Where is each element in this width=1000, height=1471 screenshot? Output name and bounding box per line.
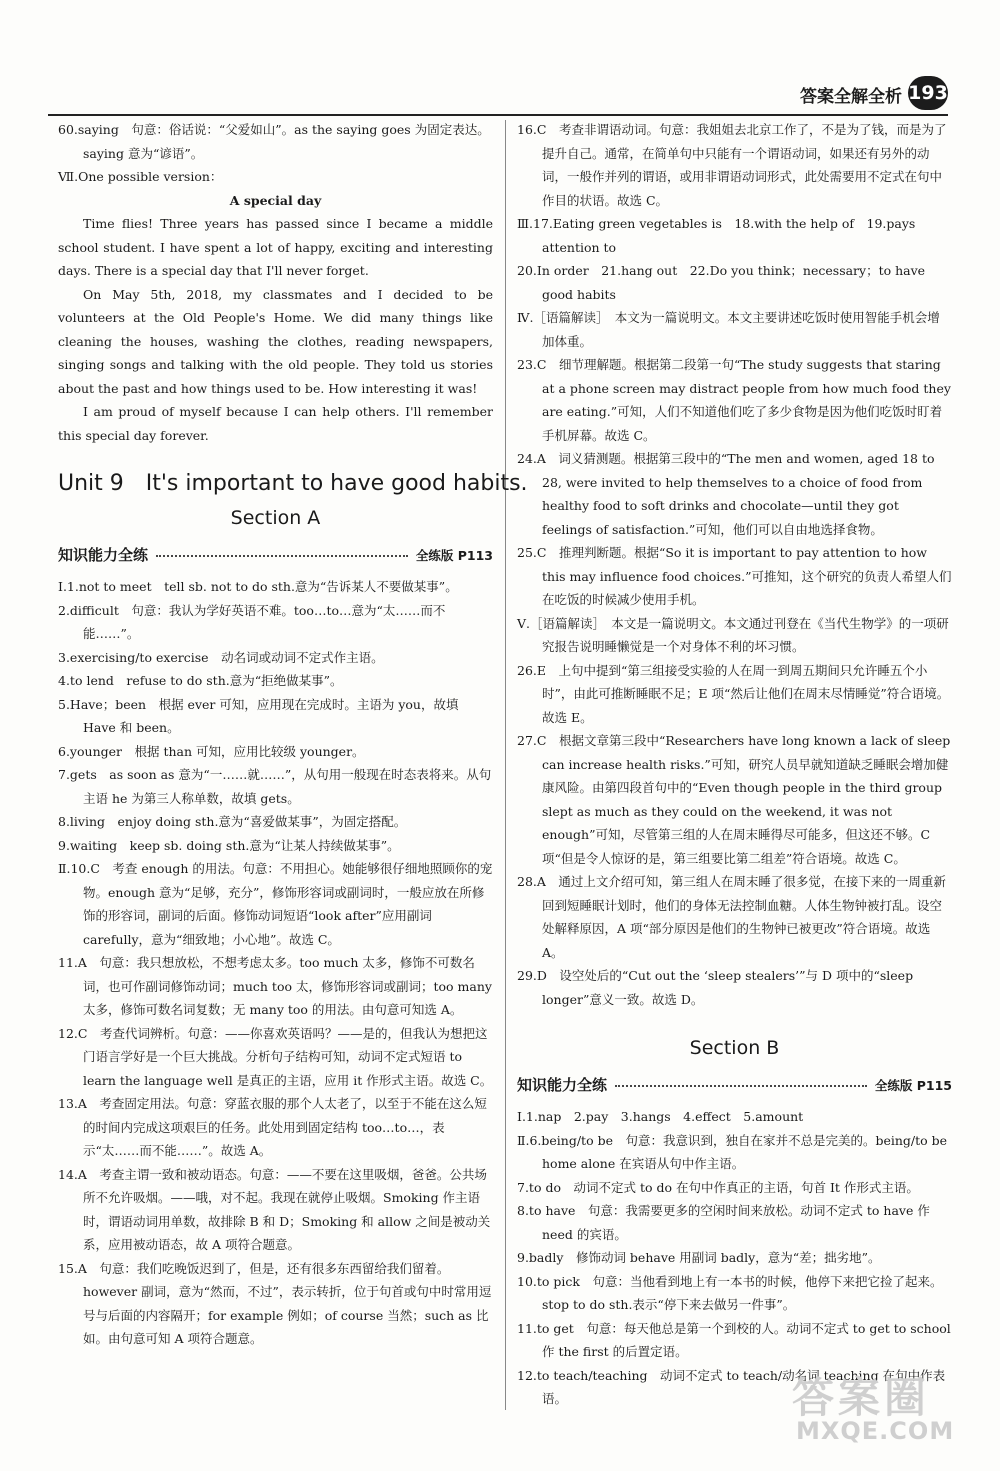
answer-item: Ⅴ.［语篇解读］ 本文是一篇说明文。本文通过刊登在《当代生物学》的一项研究报告说明睡懒觉是一个对身体不利的坏习惯。: [517, 615, 949, 654]
answer-list: [58, 575, 493, 1351]
essay-paragraph: I am proud of myself because I can help others. I'll remember this special day forever.: [58, 404, 493, 443]
header-rule: [48, 114, 948, 116]
answer-item: 24.A 词义猜测题。根据第三段中的“The men and women, aged 18 to 28, were invited to help themselves to a choice of food from healthy food to soft drinks and chocolate—until they got feelings of satisfaction.”可知，他们可以自由地选择食物。: [517, 451, 935, 537]
section-bar-label: 知识能力全练: [517, 1076, 608, 1095]
watermark-text: 答案圈: [792, 1373, 931, 1422]
answer-item: 29.D 设空处后的“Cut out the ‘sleep stealers’”与 D 项中的“sleep longer”意义一致。故选 D。: [517, 968, 914, 1007]
answer-item: 25.C 推理判断题。根据“So it is important to pay attention to how this may influence food choices.”可推知，这个研究的负责人希望人们在吃饭的时候减少使用手机。: [517, 545, 952, 607]
answer-item: 9.badly 修饰动词 behave 用副词 badly，意为“差；拙劣地”。: [517, 1250, 881, 1265]
answer-item: 9.waiting keep sb. doing sth.意为“让某人持续做某事”。: [58, 837, 400, 853]
essay-body: [58, 212, 493, 447]
answer-item: 7.to do 动词不定式 to do 在句中作真正的主语，句首 It 作形式主语。: [517, 1179, 919, 1195]
answer-item: 6.younger 根据 than 可知，应用比较级 younger。: [58, 743, 365, 759]
section-a-title: Section A: [230, 507, 321, 529]
answer-item: 3.exercising/to exercise 动名词或动词不定式作主语。: [58, 649, 384, 665]
dotted-leader: [615, 1085, 867, 1087]
section-bar-label: 知识能力全练: [58, 546, 149, 565]
answer-item: 11.to get 句意：每天他总是第一个到校的人。动词不定式 to get to school 作 the first 的后置定语。: [517, 1320, 951, 1359]
answer-item: Ⅰ.1.nap 2.pay 3.hangs 4.effect 5.amount: [517, 1109, 804, 1124]
answer-item: 11.A 句意：我只想放松，不想考虑太多。too much 太多，修饰不可数名词，也可作副词修饰动词；much too 太，修饰形容词或副词；too many 太多，修饰可数名词复数；无 many too 的用法。由句意可知选 A。: [58, 955, 492, 1017]
page-header: [0, 64, 1000, 124]
essay-paragraph: On May 5th, 2018, my classmates and I decided to be volunteers at the Old People's Home. We did many things like cleaning the houses, washing the clothes, reading newspapers, singing songs and talking with the old people. They told us stories about the past and how things used to be. How interesting it was!: [58, 286, 493, 396]
watermark-logo: [784, 1365, 954, 1453]
answer-item: Ⅱ.6.being/to be 句意：我意识到，独自在家并不总是完美的。being/to be home alone 在宾语从句中作主语。: [517, 1132, 948, 1171]
essay-title: A special day: [229, 192, 322, 208]
answer-list: [517, 118, 952, 1011]
section-bar-page: 全练版 P113: [415, 548, 493, 564]
section-bar: [517, 1071, 952, 1101]
answer-item: 5.Have；been 根据 ever 可知，应用现在完成时。主语为 you，故填 Have 和 been。: [58, 696, 459, 735]
column-divider: [505, 120, 506, 1410]
answer-item: 16.C 考查非谓语动词。句意：我姐姐去北京工作了，不是为了钱，而是为了提升自己。通常，在简单句中只能有一个谓语动词，如果还有另外的动词，一般作并列的谓语，或用非谓语动词形式，此处需要用不定式在句中作目的状语。故选 C。: [517, 122, 947, 208]
left-column: [58, 118, 528, 1351]
header-title: 答案全解全析: [800, 87, 902, 107]
unit-title: Unit 9 It's important to have good habits.: [58, 471, 528, 496]
section-bar: [58, 541, 493, 571]
right-column: [517, 118, 952, 1411]
section-b-title: Section B: [689, 1037, 780, 1059]
answer-item: Ⅰ.1.not to meet tell sb. not to do sth.意为“告诉某人不要做某事”。: [58, 579, 458, 594]
watermark-url: MXQE.COM: [796, 1417, 955, 1445]
section-bar-page: 全练版 P115: [874, 1078, 952, 1094]
answer-item: 20.In order 21.hang out 22.Do you think；necessary；to have good habits: [517, 263, 926, 302]
answer-item: 23.C 细节理解题。根据第二段第一句“The study suggests that staring at a phone screen may distract people from how much food they are eating.”可知，人们不知道他们吃了多少食物是因为他们吃饭时盯着手机屏幕。故选 C。: [517, 357, 951, 443]
page-number: 193: [908, 76, 948, 110]
answer-item: Ⅳ.［语篇解读］ 本文为一篇说明文。本文主要讲述吃饭时使用智能手机会增加体重。: [517, 310, 940, 349]
answer-item: 14.A 考查主谓一致和被动语态。句意：——不要在这里吸烟，爸爸。公共场所不允许吸烟。——哦，对不起。我现在就停止吸烟。Smoking 作主语时，谓语动词用单数，故排除 B 和 D；Smoking 和 allow 之间是被动关系，应用被动语态，故 A 项符合题意。: [58, 1166, 491, 1252]
answer-item: Ⅱ.10.C 考查 enough 的用法。句意：不用担心。她能够很仔细地照顾你的宠物。enough 意为“足够，充分”，修饰形容词或副词时，一般应放在所修饰的形容词，副词的后面。修饰动词短语“look after”应用副词 carefully，意为“细致地；小心地”。故选 C。: [58, 861, 493, 947]
answer-item: 28.A 通过上文介绍可知，第三组人在周末睡了很多觉，在接下来的一周重新回到短睡眠计划时，他们的身体无法控制血糖。人体生物钟被打乱。设空处解释原因，A 项“部分原因是他们的生物钟已被更改”符合语境。故选 A。: [517, 874, 946, 960]
answer-item: 26.E 上句中提到“第三组接受实验的人在周一到周五期间只允许睡五个小时”，由此可推断睡眠不足；E 项“然后让他们在周末尽情睡觉”符合语境。故选 E。: [517, 662, 950, 725]
answer-item: 13.A 考查固定用法。句意：穿蓝衣服的那个人太老了，以至于不能在这么短的时间内完成这项艰巨的任务。此处用到固定结构 too…to…，表示“太……而不能……”。故选 A。: [58, 1096, 487, 1158]
answer-item: 12.C 考查代词辨析。句意：——你喜欢英语吗？——是的，但我认为想把这门语言学好是一个巨大挑战。分析句子结构可知，动词不定式短语 to learn the language well 是真正的主语，应用 it 作形式主语。故选 C。: [58, 1025, 493, 1088]
answer-item: 4.to lend refuse to do sth.意为“拒绝做某事”。: [58, 673, 343, 688]
answer-item: 8.to have 句意：我需要更多的空闲时间来放松。动词不定式 to have 作 need 的宾语。: [517, 1203, 930, 1242]
answer-item: 7.gets as soon as 意为“一……就……”，从句用一般现在时态表将来。从句主语 he 为第三人称单数，故填 gets。: [58, 767, 492, 806]
answer-item: 12.to teach/teaching 动词不定式 to teach/动名词 teaching 在句中作表语。: [517, 1367, 946, 1406]
answer-item: 27.C 根据文章第三段中“Researchers have long known a lack of sleep can increase health risks.”可知，研究人员早就知道缺乏睡眠会增加健康风险。由第四段首句中的“Even though people in the third group slept as much as they could on the weekend, it was not enough”可知，尽管第三组的人在周末睡得尽可能多，但这还不够。C 项“但是令人惊讶的是，第三组要比第二组差”符合语境。故选 C。: [517, 733, 951, 866]
answer-item: Ⅶ.One possible version：: [58, 169, 223, 184]
essay-paragraph: Time flies! Three years has passed since I became a middle school student. I have spent a lot of happy, exciting and interesting days. There is a special day that I'll never forget.: [58, 216, 493, 278]
answer-item: 2.difficult 句意：我认为学好英语不难。too…to…意为“太……而不能……”。: [58, 602, 446, 641]
answer-item: 8.living enjoy doing sth.意为“喜爱做某事”，为固定搭配。: [58, 814, 407, 829]
answer-item: 60.saying 句意：俗话说：“父爱如山”。as the saying goes 为固定表达。saying 意为“谚语”。: [58, 122, 490, 161]
answer-list: [58, 118, 493, 189]
answer-item: 15.A 句意：我们吃晚饭迟到了，但是，还有很多东西留给我们留着。however 副词，意为“然而，不过”，表示转折，位于句首或句中时常用逗号与后面的内容隔开；for example 例如；of course 当然；such as 比如。由句意可知 A 项符合题意。: [58, 1260, 492, 1346]
dotted-leader: [156, 555, 408, 557]
answer-item: 10.to pick 句意：当他看到地上有一本书的时候，他停下来把它捡了起来。stop to do sth.表示“停下来去做另一件事”。: [517, 1273, 943, 1312]
answer-item: Ⅲ.17.Eating green vegetables is 18.with the help of 19.pays attention to: [517, 216, 916, 255]
